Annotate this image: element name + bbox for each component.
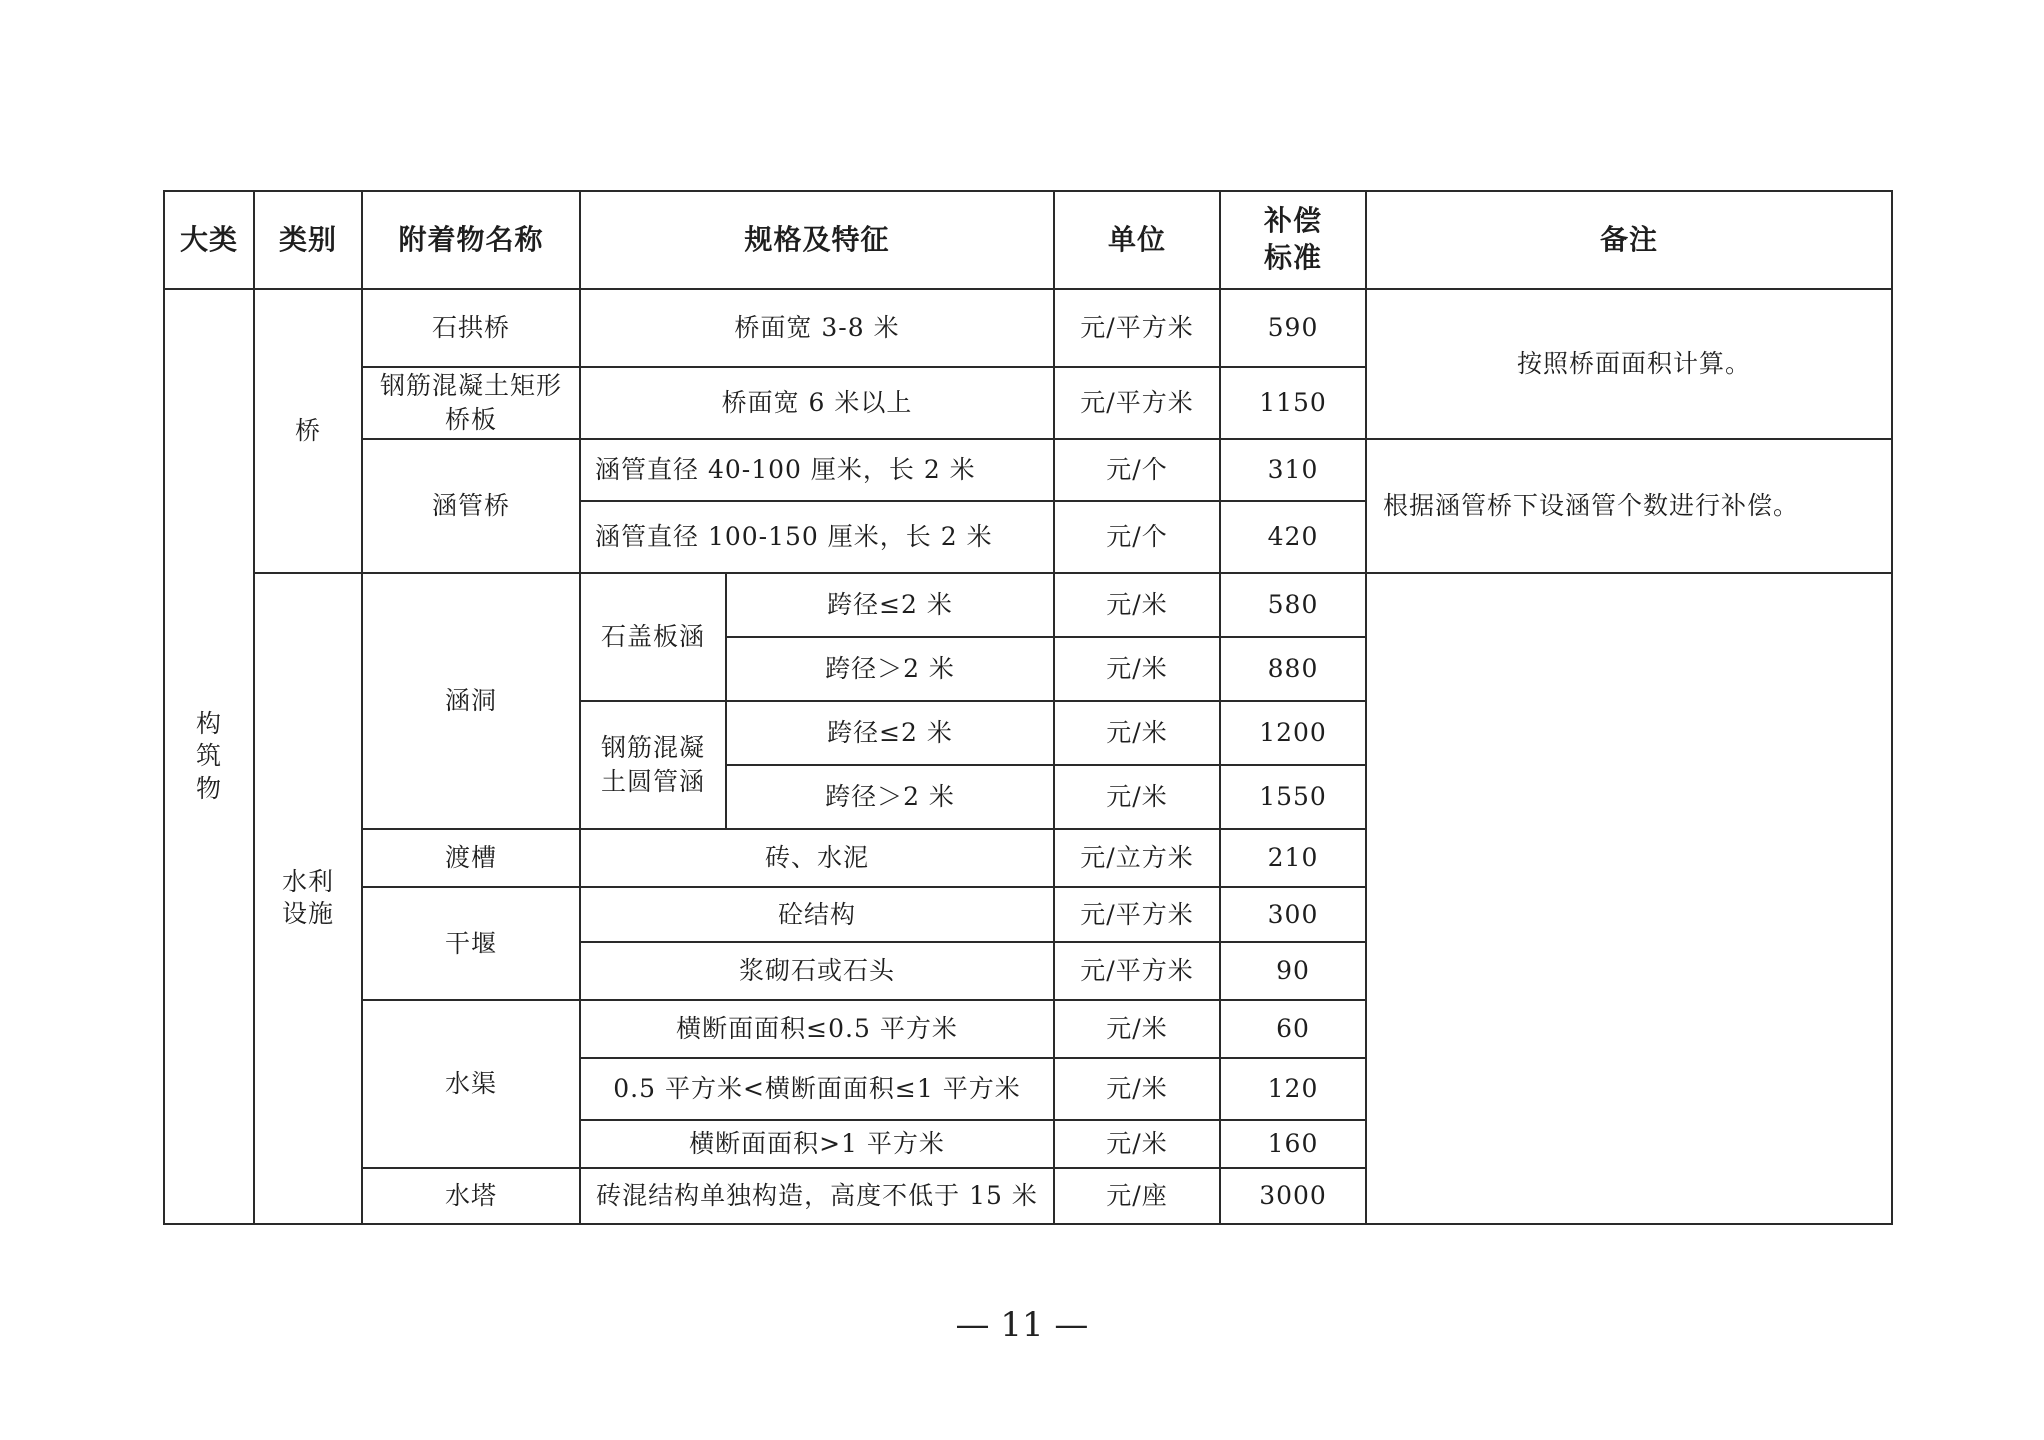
unit-cell: 元/平方米 [1054,367,1220,439]
item-tower: 水塔 [362,1168,580,1224]
page-number: — 11 — [955,1305,1089,1345]
spec-cell: 跨径≤2 米 [726,701,1054,765]
unit-cell: 元/个 [1054,439,1220,501]
item-culvert: 涵洞 [362,573,580,829]
spec-cell: 桥面宽 3-8 米 [580,289,1054,367]
spec-cell: 0.5 平方米<横断面面积≤1 平方米 [580,1058,1054,1120]
spec-cell: 涵管直径 100-150 厘米，长 2 米 [580,501,1054,573]
spec-cell: 桥面宽 6 米以上 [580,367,1054,439]
value-cell: 1150 [1220,367,1366,439]
item-rc-slab: 钢筋混凝土矩形桥板 [362,367,580,439]
spec-cell: 横断面面积≤0.5 平方米 [580,1000,1054,1058]
value-cell: 210 [1220,829,1366,887]
header-type: 类别 [254,191,362,289]
unit-cell: 元/平方米 [1054,289,1220,367]
value-cell: 880 [1220,637,1366,701]
spec-cell: 砖混结构单独构造，高度不低于 15 米 [580,1168,1054,1224]
unit-cell: 元/个 [1054,501,1220,573]
value-cell: 1200 [1220,701,1366,765]
header-name: 附着物名称 [362,191,580,289]
value-cell: 1550 [1220,765,1366,829]
item-canal: 水渠 [362,1000,580,1168]
sub-rc-pipe: 钢筋混凝土圆管涵 [580,701,726,829]
unit-cell: 元/立方米 [1054,829,1220,887]
value-cell: 310 [1220,439,1366,501]
unit-cell: 元/米 [1054,701,1220,765]
spec-cell: 跨径≤2 米 [726,573,1054,637]
table-row [164,573,1892,637]
table-row [164,289,1892,367]
unit-cell: 元/米 [1054,1000,1220,1058]
item-weir: 干堰 [362,887,580,1000]
unit-cell: 元/米 [1054,1058,1220,1120]
compensation-table [163,190,1893,1225]
category-structures: 构筑物 [164,289,254,1224]
unit-cell: 元/米 [1054,637,1220,701]
unit-cell: 元/米 [1054,573,1220,637]
unit-cell: 元/米 [1054,765,1220,829]
header-remark: 备注 [1366,191,1892,289]
spec-cell: 涵管直径 40-100 厘米，长 2 米 [580,439,1054,501]
value-cell: 590 [1220,289,1366,367]
item-culvert-bridge: 涵管桥 [362,439,580,573]
value-cell: 120 [1220,1058,1366,1120]
value-cell: 60 [1220,1000,1366,1058]
spec-cell: 横断面面积>1 平方米 [580,1120,1054,1168]
unit-cell: 元/平方米 [1054,942,1220,1000]
value-cell: 160 [1220,1120,1366,1168]
spec-cell: 浆砌石或石头 [580,942,1054,1000]
unit-cell: 元/米 [1054,1120,1220,1168]
header-spec: 规格及特征 [580,191,1054,289]
value-cell: 420 [1220,501,1366,573]
remark-culvert-count: 根据涵管桥下设涵管个数进行补偿。 [1366,439,1892,573]
unit-cell: 元/平方米 [1054,887,1220,942]
unit-cell: 元/座 [1054,1168,1220,1224]
item-aqueduct: 渡槽 [362,829,580,887]
spec-cell: 砼结构 [580,887,1054,942]
value-cell: 3000 [1220,1168,1366,1224]
value-cell: 90 [1220,942,1366,1000]
value-cell: 580 [1220,573,1366,637]
item-stone-arch: 石拱桥 [362,289,580,367]
table-header-row [164,191,1892,289]
header-unit: 单位 [1054,191,1220,289]
header-category: 大类 [164,191,254,289]
spec-cell: 跨径＞2 米 [726,765,1054,829]
type-bridge: 桥 [254,289,362,573]
spec-cell: 砖、水泥 [580,829,1054,887]
value-cell: 300 [1220,887,1366,942]
spec-cell: 跨径＞2 米 [726,637,1054,701]
table-row [164,439,1892,501]
type-water: 水利设施 [254,573,362,1224]
remark-bridge-area: 按照桥面面积计算。 [1366,289,1892,439]
remark-empty [1366,573,1892,1224]
sub-stone-cover: 石盖板涵 [580,573,726,701]
header-standard: 补偿标准 [1220,191,1366,289]
